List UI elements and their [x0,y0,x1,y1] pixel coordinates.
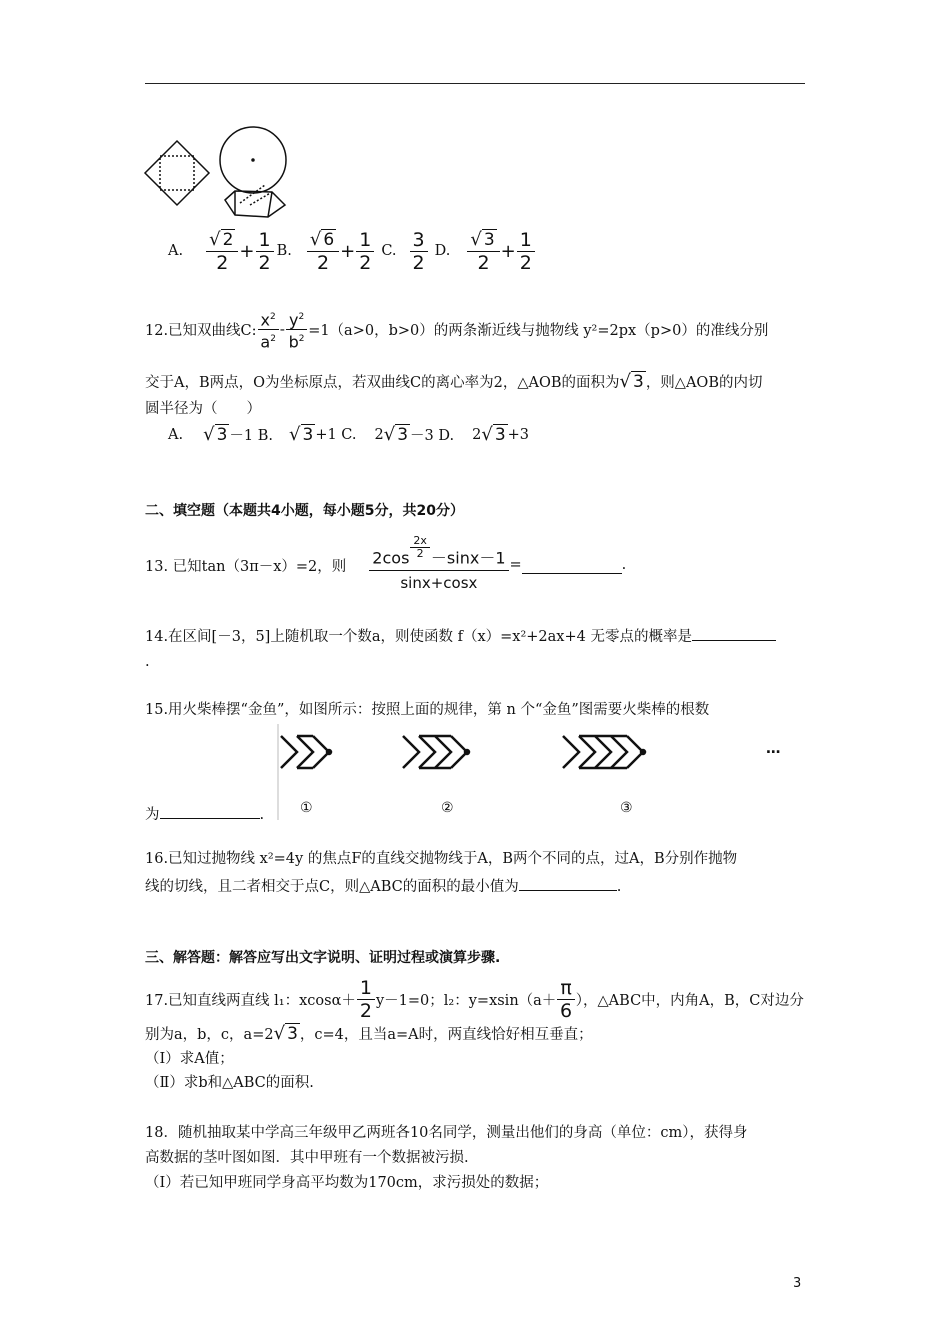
q14-end: . [145,654,150,670]
q17-part2: （Ⅱ）求b和△ABC的面积. [145,1075,314,1091]
q14: 14.在区间[－3，5]上随机取一个数a，则使函数 f（x）=x²+2ax+4 无零点的概率是 [145,624,776,646]
q15-ellipsis: … [766,741,781,757]
q15-answer-line: 为 . [145,802,264,824]
page-number: 3 [793,1276,802,1291]
option-a-frac1: $\frac{√ 2}{2}$ [206,228,238,274]
goldfish-matchstick-figure [275,722,795,822]
q17-part1: （Ⅰ）求A值； [145,1051,234,1067]
q12-y-frac: $\frac{y^2}{b^2}$ [286,308,307,352]
q17-line1: 17.已知直线两直线 l₁：xcosα＋ $\frac{1}{2}$ y－1=0；l₂：y=xsin（a＋ $\frac{\pi}{6}$ ），△ABC中，内角A，B，C对边分 [145,977,804,1022]
q17-half: $\frac{1}{2}$ [357,977,375,1022]
q15-label-2: ② [441,800,454,816]
q11-options: A. $\frac{√ 2}{2}$ + $\frac{1}{2}$ B. $\frac{√ 6}{2}$ + $\frac{1}{2}$ C. $\frac{3}{2}$ D. $\frac{√ 3}{2}$ + $\frac{1}{2}$ [168,228,536,274]
option-b-frac2: $\frac{1}{2}$ [356,229,374,274]
q13: 13. 已知tan（3π－x）=2，则 2cos $\frac{2x}{2}$ －sinx－1 sinx+cosx = . [145,535,626,595]
q12-line3: 圆半径为（ ） [145,401,261,417]
square-diagram [145,141,209,205]
goldfish-2 [403,736,469,768]
q18-part1: （Ⅰ）若已知甲班同学身高平均数为170cm，求污损处的数据； [145,1175,549,1191]
option-d-label: D. [434,243,451,259]
q18-line2: 高数据的茎叶图如图．其中甲班有一个数据被污损. [145,1150,469,1166]
header-rule [145,83,805,84]
option-d-frac2: $\frac{1}{2}$ [517,229,535,274]
q11-figure [140,125,300,225]
q17-line2: 别为a，b，c，a=2 √ 3 ，c=4，且当a=A时，两直线恰好相互垂直； [145,1023,593,1044]
option-b-frac1: $\frac{√ 6}{2}$ [307,228,339,274]
goldfish-3 [563,736,645,768]
q12-line2: 交于A，B两点，O为坐标原点，若双曲线C的离心率为2，△AOB的面积为 √ 3 ，则△AOB的内切 [145,371,763,392]
sphere-diagram [220,127,286,217]
q17-pi-six: $\frac{\pi}{6}$ [557,977,574,1022]
q15-label-3: ③ [620,800,633,816]
q15-label-1: ① [300,800,313,816]
q16-line2: 线的切线，且二者相交于点C，则△ABC的面积的最小值为 . [145,874,621,896]
q12-x-frac: $\frac{x^2}{a^2}$ [258,308,279,352]
q15-line1: 15.用火柴棒摆“金鱼”，如图所示：按照上面的规律，第 n 个“金鱼”图需要火柴棒的根数 [145,702,710,718]
q18-line1: 18．随机抽取某中学高三年级甲乙两班各10名同学，测量出他们的身高（单位：cm），获得身 [145,1125,748,1141]
option-a-frac2: $\frac{1}{2}$ [256,229,274,274]
q13-fraction: 2cos $\frac{2x}{2}$ －sinx－1 sinx+cosx [369,535,508,595]
section2-heading: 二、填空题（本题共4小题，每小题5分，共20分） [145,503,464,519]
option-c-frac: $\frac{3}{2}$ [410,229,428,274]
option-b-label: B. [276,243,292,259]
goldfish-1 [281,736,331,768]
q12-line1: 12.已知双曲线C: $\frac{x^2}{a^2}$ - $\frac{y^2}{b^2}$ =1（a>0，b>0）的两条渐近线与抛物线 y²=2px（p>0）的准线分别 [145,308,768,352]
option-c-label: C. [381,243,397,259]
section3-heading: 三、解答题：解答应写出文字说明、证明过程或演算步骤. [145,950,501,966]
option-a-label: A. [168,243,184,259]
q16-line1: 16.已知过抛物线 x²=4y 的焦点F的直线交抛物线于A，B两个不同的点，过A，B分别作抛物 [145,851,738,867]
q12-options: A. √ 3 －1 B. √ 3 +1 C. 2 √ 3 －3 D. 2 √ 3 +3 [168,424,530,445]
option-d-frac1: $\frac{√ 3}{2}$ [467,228,499,274]
